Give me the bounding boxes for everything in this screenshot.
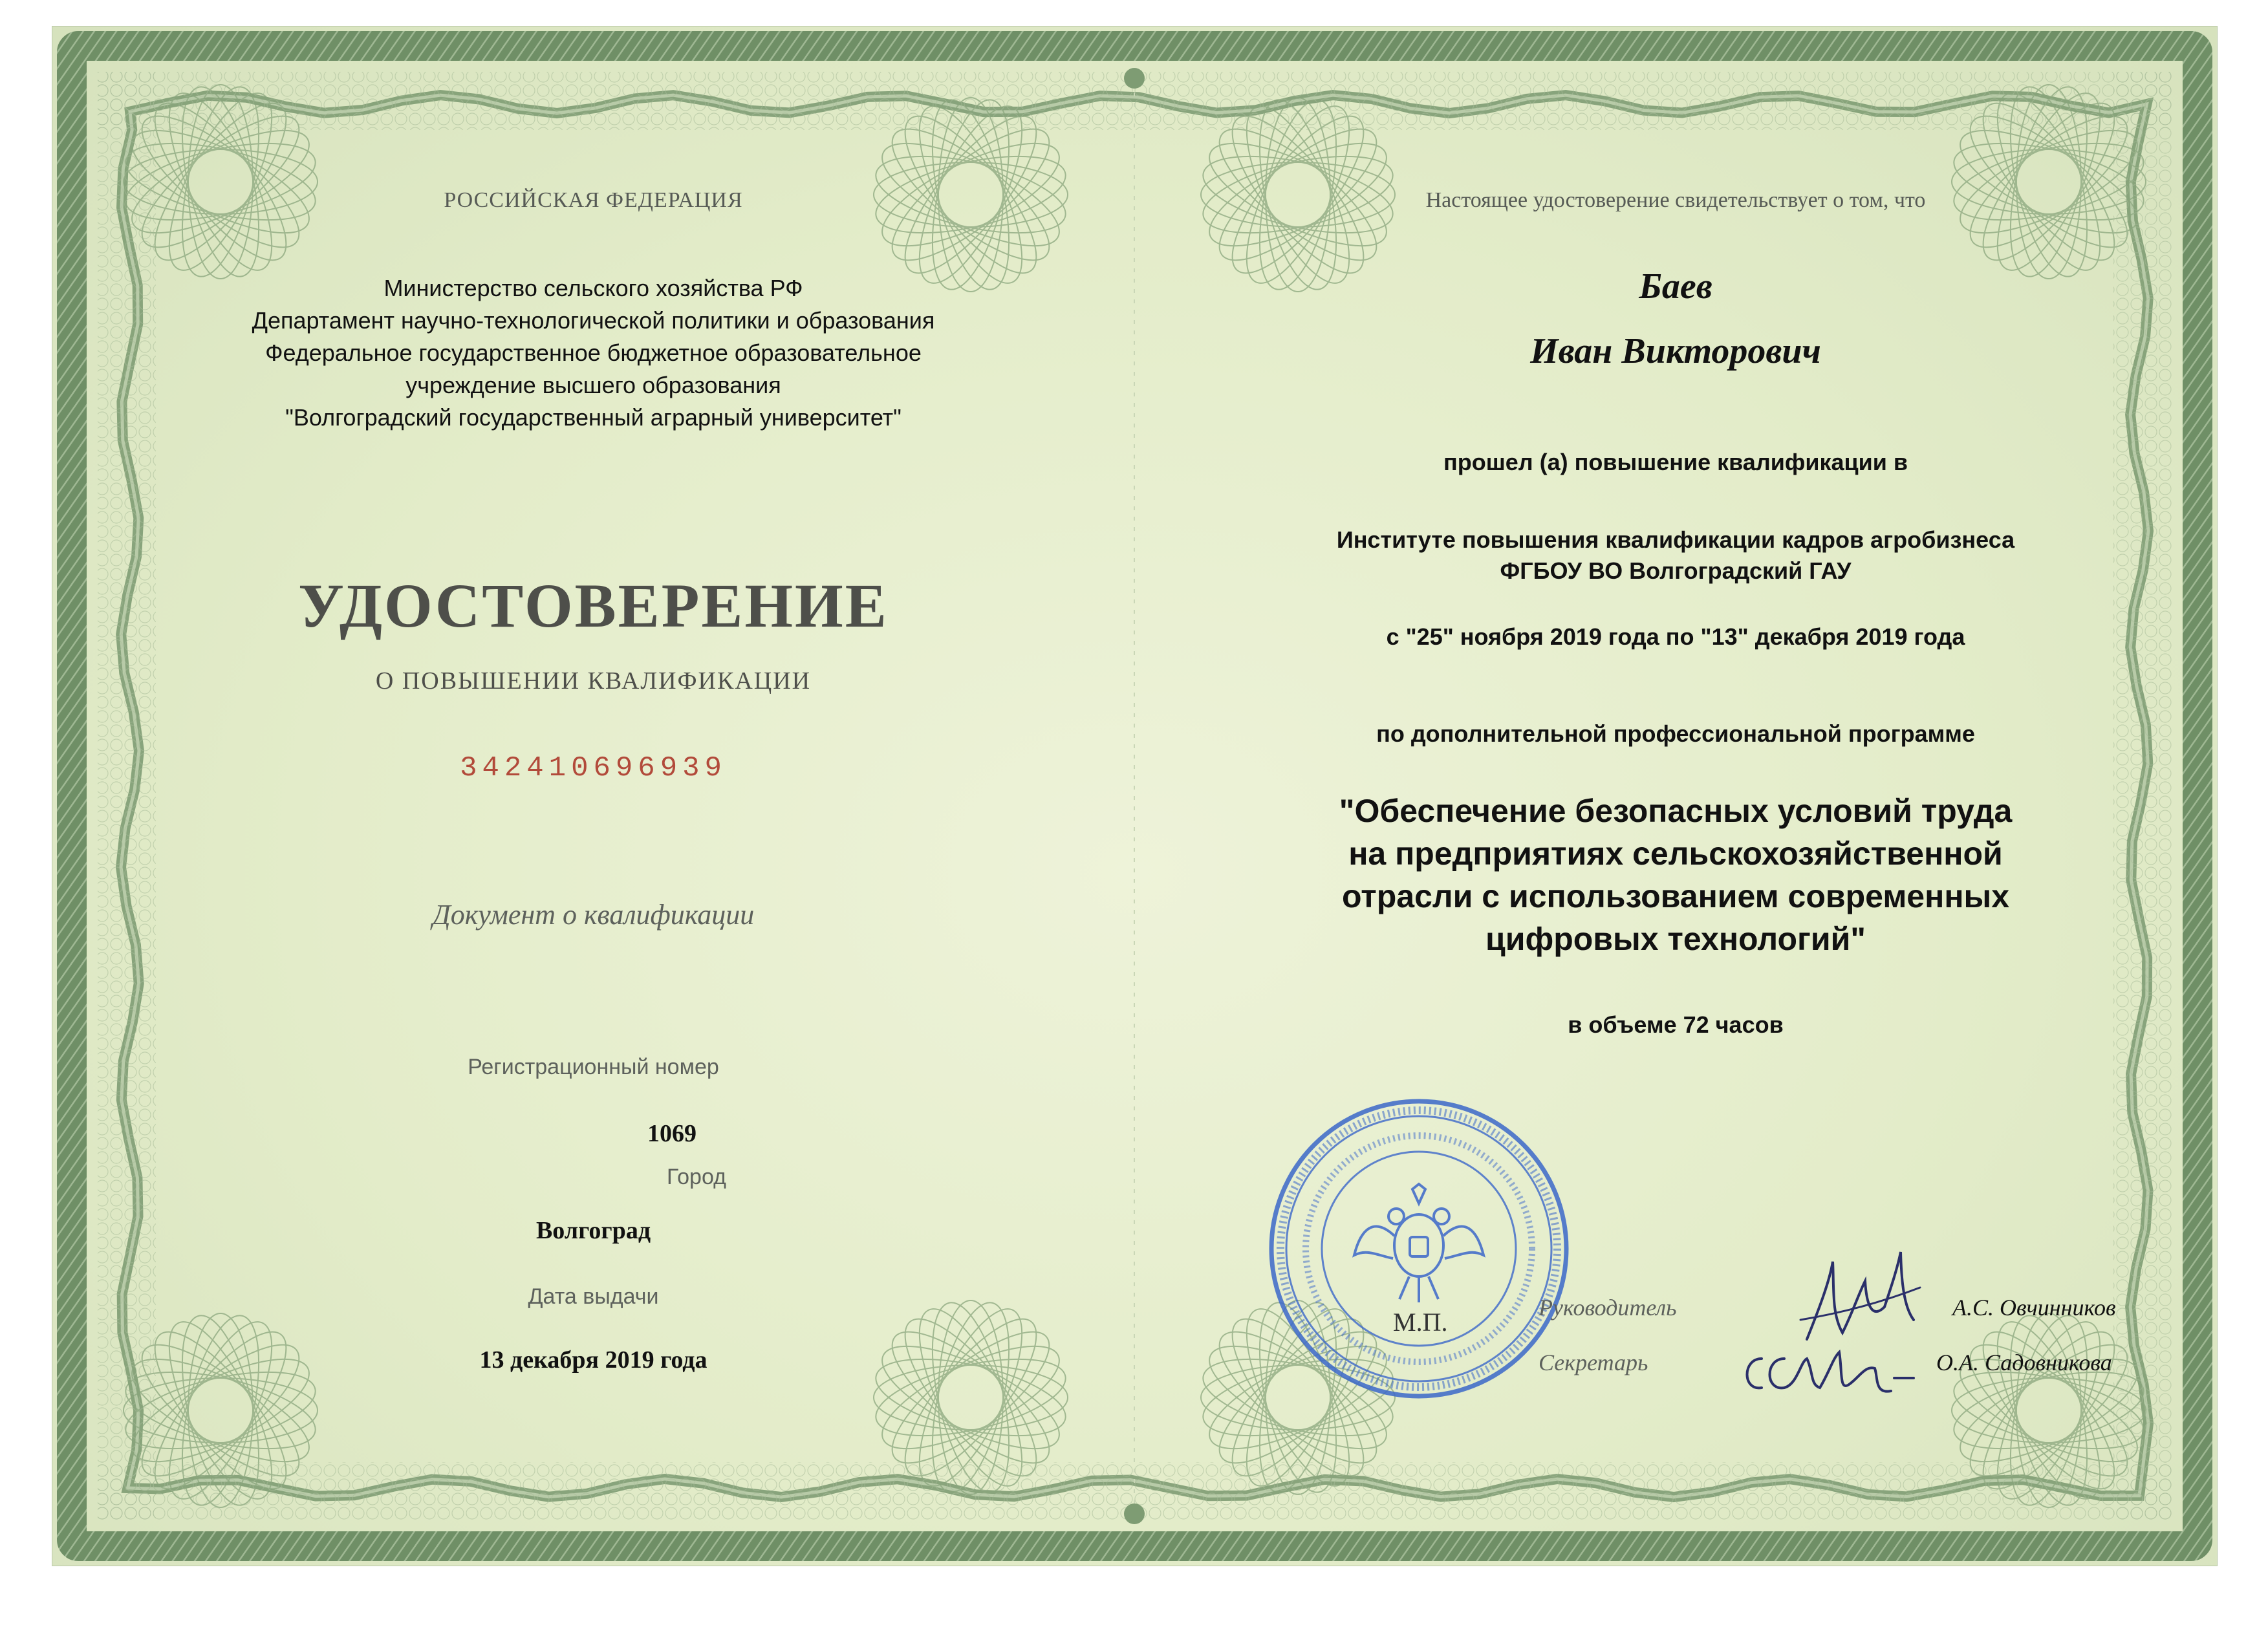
secretary-role-label: Секретарь bbox=[1539, 1350, 1648, 1375]
program-line: "Обеспечение безопасных условий труда bbox=[1339, 793, 2013, 829]
given-names: Иван Викторович bbox=[1530, 331, 1821, 371]
ministry-block bbox=[52, 272, 1134, 434]
city-value: Волгоград bbox=[535, 1217, 651, 1244]
ministry-line: "Волгоградский государственный аграрный университет" bbox=[285, 404, 902, 431]
issue-date-value: 13 декабря 2019 года bbox=[479, 1346, 707, 1374]
document-subtitle: О ПОВЫШЕНИИ КВАЛИФИКАЦИИ bbox=[375, 667, 812, 695]
document-title: УДОСТОВЕРЕНИЕ bbox=[298, 571, 889, 640]
ministry-line: Департамент научно-технологической политики и образования bbox=[252, 307, 935, 334]
registration-label: Регистрационный номер bbox=[468, 1055, 719, 1079]
ministry-line: Федеральное государственное бюджетное образовательное bbox=[265, 339, 922, 366]
intro-line: Настоящее удостоверение свидетельствует о том, что bbox=[1425, 188, 1926, 212]
official-seal-icon bbox=[1264, 1094, 1574, 1404]
program-intro: по дополнительной профессиональной программе bbox=[1376, 720, 1975, 747]
head-name: А.С. Овчинников bbox=[1952, 1295, 2116, 1320]
institute-line: ФГБОУ ВО Волгоградский ГАУ bbox=[1500, 557, 1852, 584]
program-line: отрасли с использованием современных bbox=[1341, 878, 2010, 914]
city-label: Город bbox=[667, 1165, 726, 1189]
serial-number: 342410696939 bbox=[460, 752, 727, 784]
secretary-signature-icon bbox=[1736, 1333, 1923, 1404]
issue-date-label: Дата выдачи bbox=[528, 1284, 659, 1309]
right-page bbox=[1134, 27, 2217, 1566]
head-role-label: Руководитель bbox=[1539, 1295, 1677, 1320]
passed-line: прошел (а) повышение квалификации в bbox=[1443, 449, 1908, 475]
country-heading: РОССИЙСКАЯ ФЕДЕРАЦИЯ bbox=[444, 188, 743, 212]
surname: Баев bbox=[1639, 266, 1712, 307]
certificate-sheet bbox=[52, 26, 2218, 1566]
institute-block bbox=[1134, 524, 2217, 587]
ministry-line: Министерство сельского хозяйства РФ bbox=[383, 275, 803, 301]
study-period: с "25" ноября 2019 года по "13" декабря 2019 года bbox=[1386, 623, 1965, 650]
institute-line: Институте повышения квалификации кадров агробизнеса bbox=[1336, 526, 2015, 553]
stamp-mark: М.П. bbox=[1393, 1308, 1448, 1337]
secretary-name: О.А. Садовникова bbox=[1936, 1350, 2112, 1375]
left-page bbox=[52, 27, 1134, 1566]
course-volume: в объеме 72 часов bbox=[1568, 1011, 1784, 1038]
registration-number: 1069 bbox=[647, 1120, 697, 1147]
program-line: на предприятиях сельскохозяйственной bbox=[1348, 835, 2003, 872]
ministry-line: учреждение высшего образования bbox=[405, 372, 781, 398]
document-type: Документ о квалификации bbox=[432, 899, 755, 931]
program-line: цифровых технологий" bbox=[1485, 921, 1866, 957]
program-title bbox=[1134, 790, 2217, 960]
